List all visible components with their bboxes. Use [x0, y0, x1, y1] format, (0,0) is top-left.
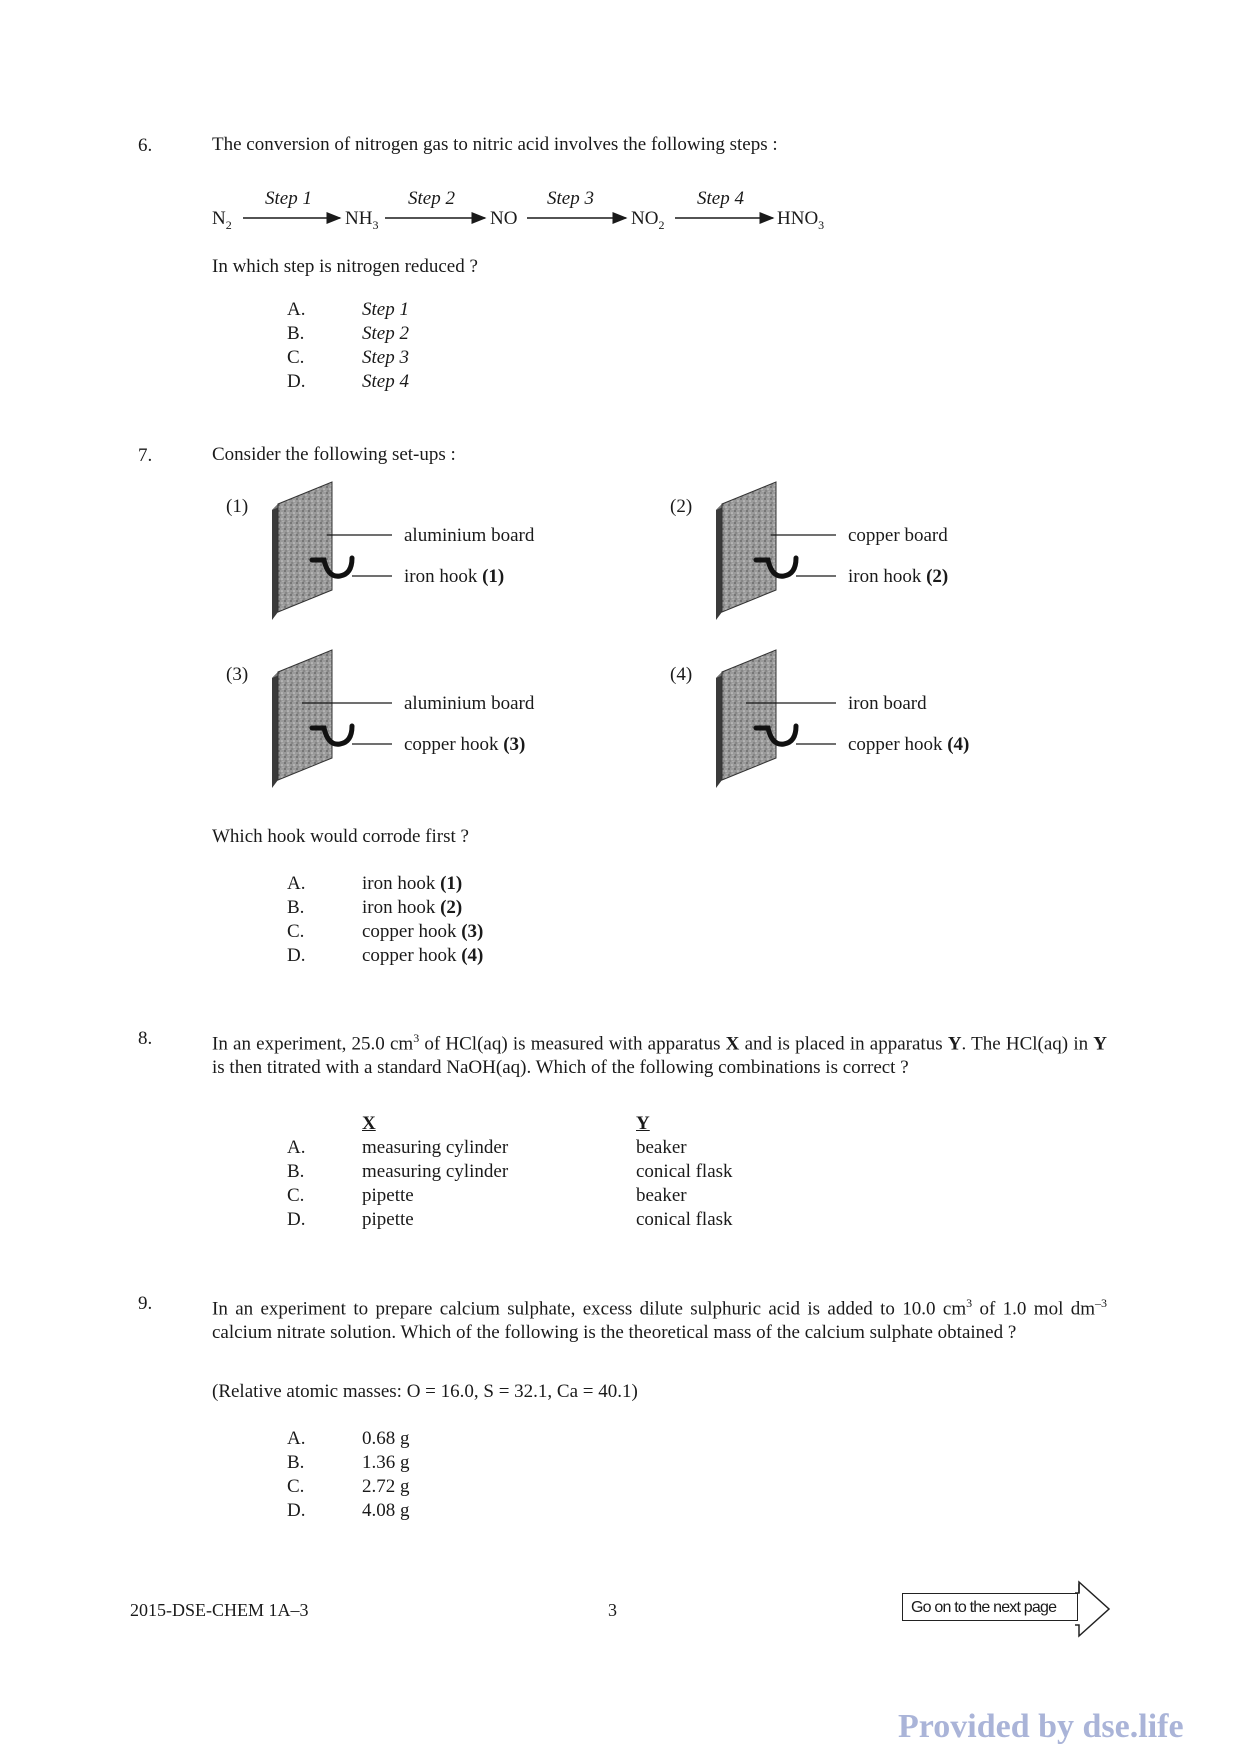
q6-number: 6. [138, 135, 153, 156]
setup-4-figure [716, 650, 836, 788]
setup-3-number: (3) [226, 664, 249, 685]
option-letter[interactable]: A. [287, 1137, 306, 1158]
option-y: conical flask [636, 1161, 733, 1182]
option-text: Step 1 [362, 299, 409, 320]
option-text: 0.68 g [362, 1428, 410, 1449]
option-text: iron hook (1) [362, 873, 463, 894]
setup-2-number: (2) [670, 496, 693, 517]
option-letter[interactable]: A. [287, 873, 306, 894]
setup-1-number: (1) [226, 496, 249, 517]
option-text: copper hook (3) [362, 921, 484, 942]
step-2-label: Step 2 [408, 188, 455, 209]
species-no: NO [490, 208, 518, 229]
species-n2: $N_2$ [212, 208, 232, 232]
option-letter[interactable]: C. [287, 347, 305, 368]
option-letter[interactable]: B. [287, 1452, 305, 1473]
column-header-x: X [362, 1113, 376, 1134]
setup-2-figure [716, 482, 836, 620]
option-text: 2.72 g [362, 1476, 410, 1497]
option-letter[interactable]: B. [287, 323, 305, 344]
option-text: Step 2 [362, 323, 409, 344]
q6-text: The conversion of nitrogen gas to nitric acid involves the following steps : [212, 134, 778, 155]
setup-1-hook-label: iron hook (1) [404, 566, 505, 587]
option-y: conical flask [636, 1209, 733, 1230]
setup-1-board-label: aluminium board [404, 525, 535, 546]
option-x: pipette [362, 1185, 414, 1206]
setup-3-figure [272, 650, 392, 788]
option-letter[interactable]: A. [287, 1428, 306, 1449]
option-letter[interactable]: D. [287, 945, 306, 966]
setup-3-hook-label: copper hook (3) [404, 734, 526, 755]
page-number: 3 [608, 1600, 617, 1620]
option-x: pipette [362, 1209, 414, 1230]
setup-1-figure [272, 482, 392, 620]
setup-4-hook-label: copper hook (4) [848, 734, 970, 755]
q6-question: In which step is nitrogen reduced ? [212, 256, 478, 277]
setup-4-board-label: iron board [848, 693, 927, 714]
q9-relative-atomic-masses: (Relative atomic masses: O = 16.0, S = 32.1, Ca = 40.1) [212, 1381, 638, 1402]
option-text: copper hook (4) [362, 945, 484, 966]
setup-2-board-label: copper board [848, 525, 948, 546]
option-letter[interactable]: A. [287, 299, 306, 320]
option-x: measuring cylinder [362, 1161, 509, 1182]
q7-text: Consider the following set-ups : [212, 444, 456, 465]
q7-setups-diagram [0, 480, 1240, 810]
q7-number: 7. [138, 445, 153, 466]
option-y: beaker [636, 1137, 687, 1158]
option-letter[interactable]: D. [287, 371, 306, 392]
species-nh3: $NH_3$ [345, 208, 379, 232]
q9-number: 9. [138, 1293, 153, 1314]
option-text: 1.36 g [362, 1452, 410, 1473]
option-letter[interactable]: D. [287, 1500, 306, 1521]
species-no2: $NO_2$ [631, 208, 665, 232]
q8-text: In an experiment, 25.0 $cm^3$ of HCl(aq) is measured with apparatus X and is placed in apparatus Y. The HCl(aq) in Y is then titrated with a standard NaOH(aq). Which of the following combinations is correct ? [212, 1031, 1108, 1079]
setup-4-number: (4) [670, 664, 693, 685]
option-x: measuring cylinder [362, 1137, 509, 1158]
option-text: iron hook (2) [362, 897, 463, 918]
q9-text: In an experiment to prepare calcium sulphate, excess dilute sulphuric acid is added to 10.0 $cm^3$ of 1.0 mol $dm^{-3}$ calcium nitrate solution. Which of the following is the theoretical mass of the calcium sulphate obtained ? [212, 1296, 1107, 1344]
step-3-label: Step 3 [547, 188, 594, 209]
step-4-label: Step 4 [697, 188, 744, 209]
option-letter[interactable]: B. [287, 897, 305, 918]
option-letter[interactable]: D. [287, 1209, 306, 1230]
option-text: Step 4 [362, 371, 409, 392]
q7-question: Which hook would corrode first ? [212, 826, 469, 847]
setup-3-board-label: aluminium board [404, 693, 535, 714]
option-letter[interactable]: C. [287, 1185, 305, 1206]
column-header-y: Y [636, 1113, 650, 1134]
option-letter[interactable]: B. [287, 1161, 305, 1182]
reaction-arrows [0, 0, 1240, 260]
option-y: beaker [636, 1185, 687, 1206]
paper-code: 2015-DSE-CHEM 1A–3 [130, 1600, 309, 1620]
option-letter[interactable]: C. [287, 1476, 305, 1497]
next-page-arrow-icon [1075, 1580, 1115, 1638]
watermark: Provided by dse.life [898, 1708, 1184, 1745]
species-hno3: $HNO_3$ [777, 208, 825, 232]
option-text: 4.08 g [362, 1500, 410, 1521]
next-page-button[interactable]: Go on to the next page [902, 1593, 1078, 1621]
step-1-label: Step 1 [265, 188, 312, 209]
q8-number: 8. [138, 1028, 153, 1049]
option-letter[interactable]: C. [287, 921, 305, 942]
setup-2-hook-label: iron hook (2) [848, 566, 949, 587]
option-text: Step 3 [362, 347, 409, 368]
